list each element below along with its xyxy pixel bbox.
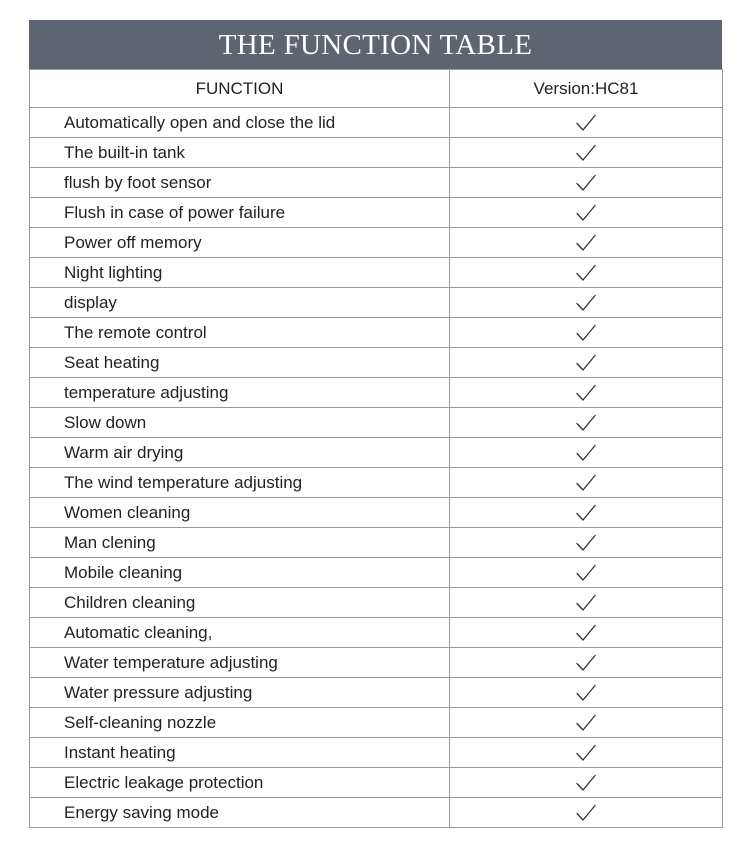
table-row bbox=[30, 798, 723, 828]
version-support-cell bbox=[450, 528, 723, 558]
function-table bbox=[29, 20, 722, 828]
checkmark-icon bbox=[575, 564, 597, 582]
function-name: Automatically open and close the lid bbox=[30, 108, 450, 138]
table-row bbox=[30, 438, 723, 468]
version-support-cell bbox=[450, 708, 723, 738]
table-row bbox=[30, 378, 723, 408]
checkmark-icon bbox=[575, 264, 597, 282]
function-name: Instant heating bbox=[30, 738, 450, 768]
table-row bbox=[30, 288, 723, 318]
function-name: Self-cleaning nozzle bbox=[30, 708, 450, 738]
checkmark-icon bbox=[575, 714, 597, 732]
version-support-cell bbox=[450, 648, 723, 678]
version-support-cell bbox=[450, 198, 723, 228]
table-row bbox=[30, 558, 723, 588]
column-header-function: FUNCTION bbox=[30, 70, 450, 108]
function-name: Power off memory bbox=[30, 228, 450, 258]
checkmark-icon bbox=[575, 744, 597, 762]
table-row bbox=[30, 768, 723, 798]
version-support-cell bbox=[450, 318, 723, 348]
header-row bbox=[30, 70, 723, 108]
function-name: Water pressure adjusting bbox=[30, 678, 450, 708]
version-support-cell bbox=[450, 558, 723, 588]
table-row bbox=[30, 198, 723, 228]
function-name: flush by foot sensor bbox=[30, 168, 450, 198]
function-name: The wind temperature adjusting bbox=[30, 468, 450, 498]
function-name: Warm air drying bbox=[30, 438, 450, 468]
table-row bbox=[30, 168, 723, 198]
table-row bbox=[30, 258, 723, 288]
column-header-version: Version:HC81 bbox=[450, 70, 723, 108]
table-row bbox=[30, 408, 723, 438]
function-name: Seat heating bbox=[30, 348, 450, 378]
function-name: The built-in tank bbox=[30, 138, 450, 168]
function-name: Slow down bbox=[30, 408, 450, 438]
function-name: Energy saving mode bbox=[30, 798, 450, 828]
table-body bbox=[30, 108, 723, 828]
version-support-cell bbox=[450, 798, 723, 828]
table-row bbox=[30, 318, 723, 348]
function-name: The remote control bbox=[30, 318, 450, 348]
function-name: temperature adjusting bbox=[30, 378, 450, 408]
table-row bbox=[30, 708, 723, 738]
checkmark-icon bbox=[575, 204, 597, 222]
checkmark-icon bbox=[575, 654, 597, 672]
function-name: Electric leakage protection bbox=[30, 768, 450, 798]
function-name: Automatic cleaning, bbox=[30, 618, 450, 648]
version-support-cell bbox=[450, 768, 723, 798]
checkmark-icon bbox=[575, 174, 597, 192]
checkmark-icon bbox=[575, 624, 597, 642]
function-name: Water temperature adjusting bbox=[30, 648, 450, 678]
function-grid bbox=[29, 69, 723, 828]
checkmark-icon bbox=[575, 144, 597, 162]
function-name: Women cleaning bbox=[30, 498, 450, 528]
table-row bbox=[30, 108, 723, 138]
table-row bbox=[30, 228, 723, 258]
checkmark-icon bbox=[575, 804, 597, 822]
checkmark-icon bbox=[575, 474, 597, 492]
checkmark-icon bbox=[575, 594, 597, 612]
function-name: Mobile cleaning bbox=[30, 558, 450, 588]
checkmark-icon bbox=[575, 354, 597, 372]
version-support-cell bbox=[450, 258, 723, 288]
checkmark-icon bbox=[575, 504, 597, 522]
table-row bbox=[30, 588, 723, 618]
table-title: THE FUNCTION TABLE bbox=[29, 20, 722, 69]
checkmark-icon bbox=[575, 324, 597, 342]
checkmark-icon bbox=[575, 234, 597, 252]
table-row bbox=[30, 738, 723, 768]
checkmark-icon bbox=[575, 114, 597, 132]
version-support-cell bbox=[450, 408, 723, 438]
version-support-cell bbox=[450, 168, 723, 198]
version-support-cell bbox=[450, 378, 723, 408]
version-support-cell bbox=[450, 588, 723, 618]
version-support-cell bbox=[450, 738, 723, 768]
version-support-cell bbox=[450, 468, 723, 498]
function-name: Man clening bbox=[30, 528, 450, 558]
version-support-cell bbox=[450, 288, 723, 318]
version-support-cell bbox=[450, 618, 723, 648]
version-support-cell bbox=[450, 678, 723, 708]
table-row bbox=[30, 498, 723, 528]
version-support-cell bbox=[450, 348, 723, 378]
checkmark-icon bbox=[575, 774, 597, 792]
table-row bbox=[30, 138, 723, 168]
version-support-cell bbox=[450, 438, 723, 468]
function-name: Flush in case of power failure bbox=[30, 198, 450, 228]
table-row bbox=[30, 528, 723, 558]
table-row bbox=[30, 648, 723, 678]
table-row bbox=[30, 348, 723, 378]
checkmark-icon bbox=[575, 294, 597, 312]
function-name: Night lighting bbox=[30, 258, 450, 288]
checkmark-icon bbox=[575, 444, 597, 462]
table-row bbox=[30, 468, 723, 498]
checkmark-icon bbox=[575, 414, 597, 432]
function-name: Children cleaning bbox=[30, 588, 450, 618]
table-row bbox=[30, 618, 723, 648]
version-support-cell bbox=[450, 138, 723, 168]
version-support-cell bbox=[450, 498, 723, 528]
table-row bbox=[30, 678, 723, 708]
version-support-cell bbox=[450, 108, 723, 138]
version-support-cell bbox=[450, 228, 723, 258]
checkmark-icon bbox=[575, 684, 597, 702]
function-name: display bbox=[30, 288, 450, 318]
checkmark-icon bbox=[575, 384, 597, 402]
checkmark-icon bbox=[575, 534, 597, 552]
